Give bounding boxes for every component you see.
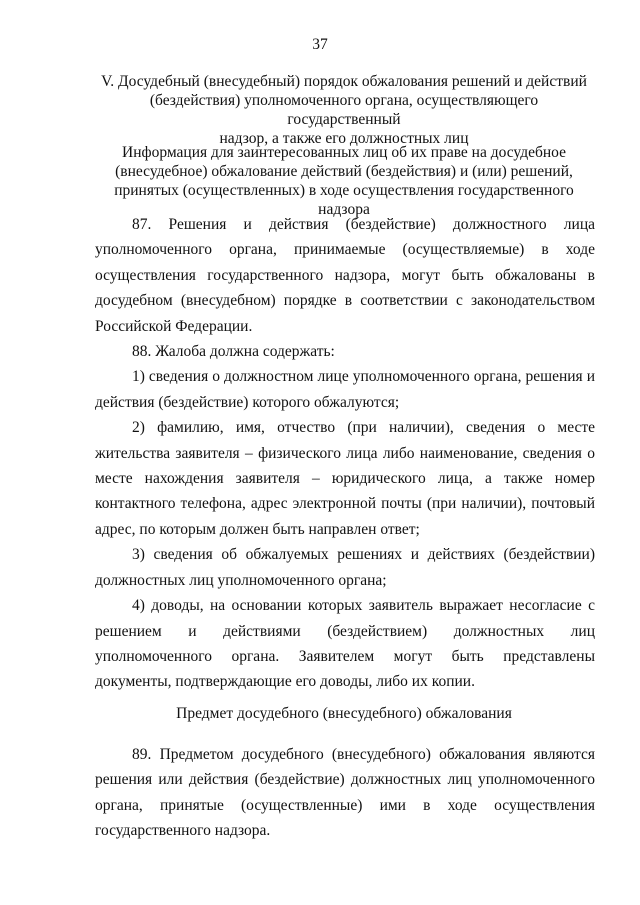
paragraph-88-item-2: 2) фамилию, имя, отчество (при наличии), сведения о месте жительства заявителя – физического лица либо наименование, сведения о месте нахождения заявителя – юридического лица, а также номер контактного телефона, адрес электронной почты (при наличии), почтовый адрес, по которым должен быть направлен ответ; [95, 419, 595, 538]
info-subtitle-line: (внесудебное) обжалование действий (бездействия) и (или) решений, [115, 163, 573, 180]
paragraph-88-item-1: 1) сведения о должностном лице уполномоченного органа, решения и действия (бездействие) которого обжалуются; [95, 368, 595, 411]
paragraph-88-item-4: 4) доводы, на основании которых заявитель выражает несогласие с решением и действиями (бездействием) должностных лиц уполномоченного органа. Заявителем могут быть представлены документы, подтверждающие его доводы, либо их копии. [95, 597, 595, 691]
section-title-line: (бездействия) уполномоченного органа, осуществляющего государственный [149, 92, 539, 128]
paragraph-88: 88. Жалоба должна содержать: [132, 343, 335, 361]
page-number: 37 [312, 36, 328, 53]
subject-heading: Предмет досудебного (внесудебного) обжалования [176, 705, 512, 722]
body-text-2 [95, 742, 595, 844]
body-text [95, 212, 595, 695]
paragraph-87: 87. Решения и действия (бездействие) должностного лица уполномоченного органа, принимаемые (осуществляемые) в ходе осуществления государственного надзора, могут быть обжалованы в досудебном (внесудебном) порядке в соответствии с законодательством Российской Федерации. [95, 216, 595, 335]
section-title [96, 72, 592, 148]
paragraph-88-item-3: 3) сведения об обжалуемых решениях и действиях (бездействии) должностных лиц уполномоченного органа; [95, 546, 595, 589]
info-subtitle-line: принятых (осуществленных) в ходе осуществления государственного надзора [114, 182, 574, 218]
info-subtitle [96, 143, 592, 219]
info-subtitle-line: Информация для заинтересованных лиц об их праве на досудебное [122, 144, 566, 161]
section-title-line: надзор, а также его должностных лиц [219, 130, 469, 147]
section-title-line: V. Досудебный (внесудебный) порядок обжалования решений и действий [101, 73, 587, 90]
paragraph-89: 89. Предметом досудебного (внесудебного) обжалования являются решения или действия (бездействие) должностных лиц уполномоченного органа, принятые (осуществленные) ими в ходе осуществления государственного надзора. [95, 746, 595, 840]
